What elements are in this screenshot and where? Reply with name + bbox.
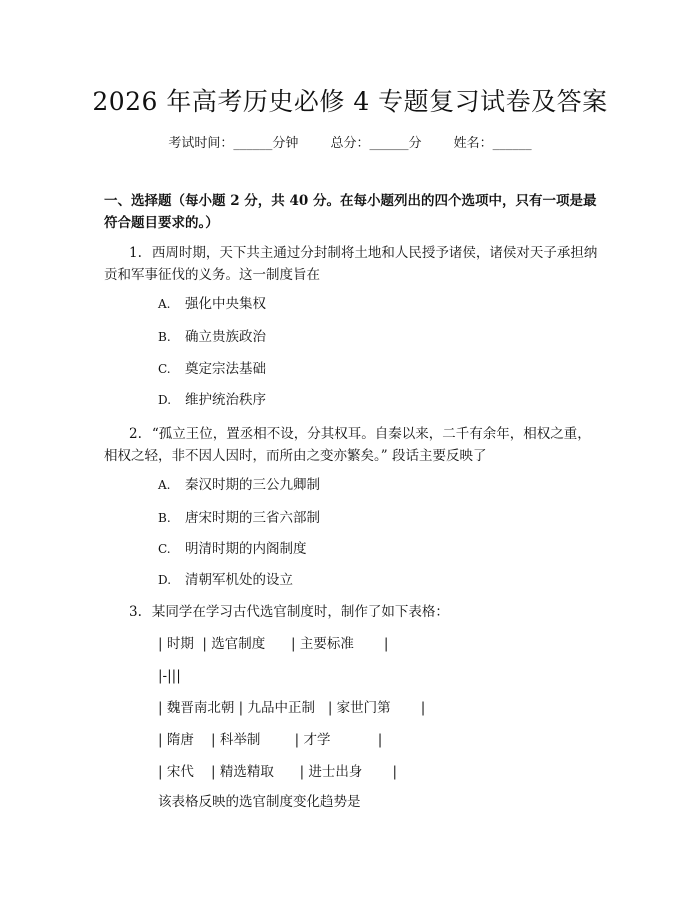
question-3 (104, 601, 604, 623)
option-text: 强化中央集权 (185, 296, 266, 312)
question-3-prompt: 该表格反映的选官制度变化趋势是 (158, 794, 361, 810)
question-1 (104, 242, 604, 286)
question-stem: 某同学在学习古代选官制度时，制作了如下表格： (151, 604, 449, 620)
question-2-option-a (158, 474, 320, 496)
table-row: | 魏晋南北朝 | 九品中正制 | 家世门第 | (158, 700, 426, 716)
question-2-option-c (158, 538, 307, 560)
question-2 (104, 423, 604, 467)
question-number: 3. (129, 604, 142, 620)
table-row: | 隋唐 | 科举制 | 才学 | (158, 732, 383, 748)
question-2-option-b (158, 507, 320, 529)
question-1-option-c (158, 358, 266, 380)
option-letter: B. (158, 330, 171, 344)
question-1-option-a (158, 293, 266, 315)
option-text: 唐宋时期的三省六部制 (185, 510, 320, 526)
name-field: 姓名：______ (453, 136, 532, 151)
question-stem: “孤立王位，置丞相不设，分其权耳。自秦以来，二千有余年，相权之重，相权之轻，非不因人因时，而所由之变亦繁矣。” 段话主要反映了 (104, 426, 591, 464)
question-number: 2. (129, 426, 142, 442)
option-letter: A. (158, 297, 171, 311)
question-stem: 西周时期，天下共主通过分封制将土地和人民授予诸侯，诸侯对天子承担纳贡和军事征伐的义务。这一制度旨在 (104, 245, 598, 283)
option-text: 奠定宗法基础 (185, 361, 266, 377)
option-letter: C. (158, 362, 171, 376)
table-header-row: | 时期 | 选官制度 | 主要标准 | (158, 636, 389, 652)
option-letter: A. (158, 478, 171, 492)
question-1-option-d (158, 389, 266, 411)
option-text: 明清时期的内阁制度 (185, 541, 307, 557)
option-letter: D. (158, 573, 172, 587)
option-text: 维护统治秩序 (185, 392, 266, 408)
option-letter: C. (158, 542, 171, 556)
total-score-field: 总分：______分 (330, 136, 422, 151)
option-letter: D. (158, 393, 172, 407)
question-1-option-b (158, 326, 266, 348)
page-title: 2026 年高考历史必修 4 专题复习试卷及答案 (92, 87, 608, 116)
section-heading: 一、选择题（每小题 2 分，共 40 分。在每小题列出的四个选项中，只有一项是最符合题目要求的。） (104, 193, 597, 231)
exam-time-field: 考试时间：______分钟 (168, 136, 299, 151)
exam-meta (0, 132, 700, 151)
question-number: 1. (129, 245, 142, 261)
option-text: 清朝军机处的设立 (185, 572, 293, 588)
table-row: | 宋代 | 精选精取 | 进士出身 | (158, 764, 398, 780)
table-separator-row: |-||| (158, 668, 181, 684)
option-letter: B. (158, 511, 171, 525)
question-2-option-d (158, 569, 293, 591)
option-text: 确立贵族政治 (185, 329, 266, 345)
option-text: 秦汉时期的三公九卿制 (185, 477, 320, 493)
